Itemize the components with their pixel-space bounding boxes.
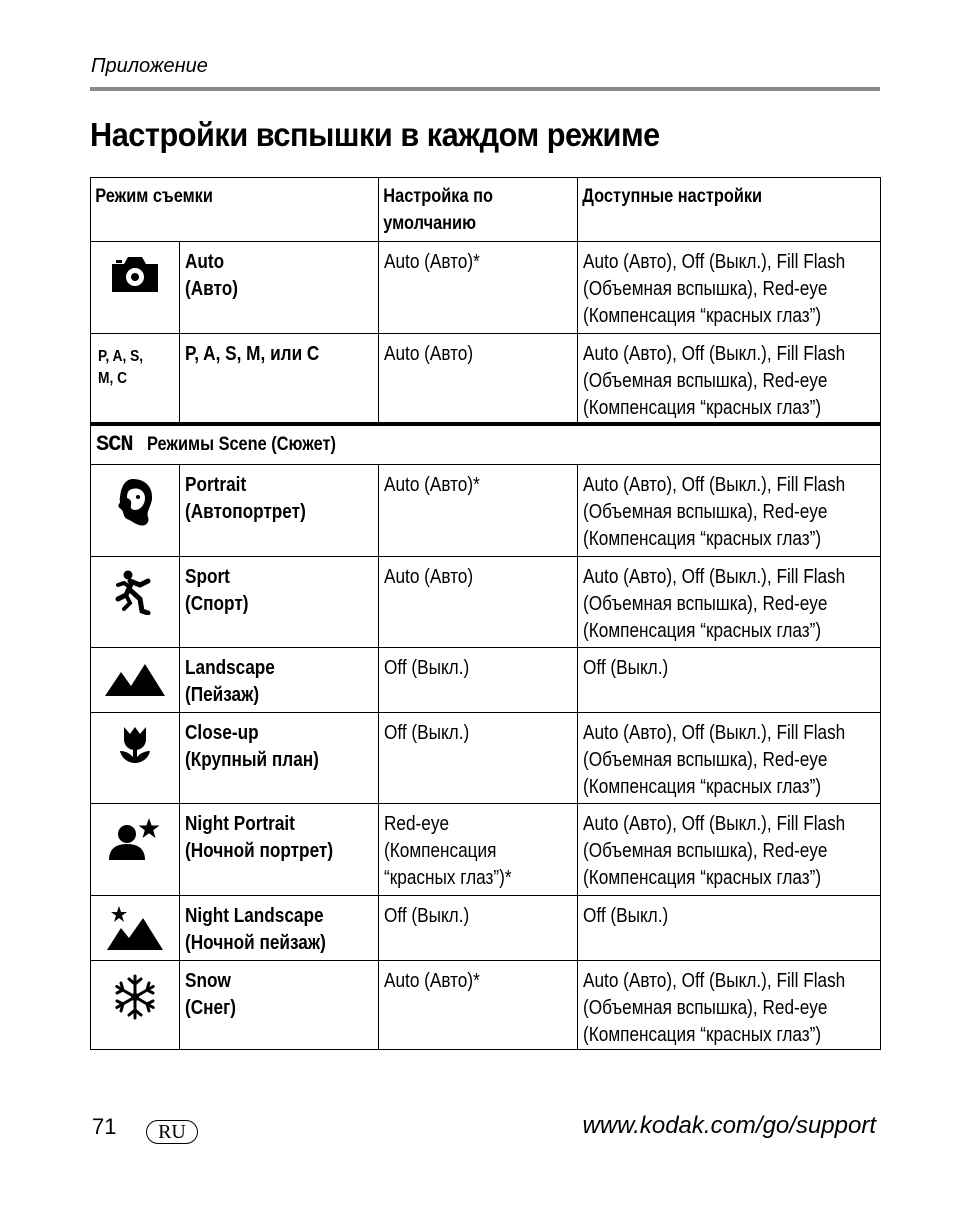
scn-icon: SCN [96, 432, 133, 457]
snow-icon [111, 973, 159, 1021]
page-title: Настройки вспышки в каждом режиме [90, 116, 660, 153]
table-row: Sport (Спорт) Auto (Авто) Auto (Авто), Off (Выкл.), Fill Flash (Объемная вспышка), Red-eye (Компенсация “красных глаз”) [91, 557, 881, 648]
support-url[interactable]: www.kodak.com/go/support [582, 1112, 876, 1139]
table-row: Portrait (Автопортрет) Auto (Авто)* Auto (Авто), Off (Выкл.), Fill Flash (Объемная вспышка), Red-eye (Компенсация “красных глаз”) [91, 465, 881, 557]
section-label: Приложение [91, 55, 208, 77]
portrait-icon [115, 477, 155, 529]
column-header-default: Настройка по умолчанию [379, 178, 578, 242]
night-portrait-icon [107, 816, 163, 862]
table-row: Auto (Авто) Auto (Авто)* Auto (Авто), Off (Выкл.), Fill Flash (Объемная вспышка), Red-eye (Компенсация “красных глаз”) [91, 242, 881, 334]
camera-icon [108, 254, 162, 294]
scene-group-row [91, 424, 881, 465]
column-header-mode: Режим съемки [91, 178, 379, 242]
page-number: 71 [92, 1114, 117, 1139]
table-row: P, A, S, M, C P, A, S, M, или C Auto (Авто) Auto (Авто), Off (Выкл.), Fill Flash (Объемная вспышка), Red-eye (Компенсация “красных глаз”) [91, 334, 881, 425]
table-row: Snow (Снег) Auto (Авто)* Auto (Авто), Off (Выкл.), Fill Flash (Объемная вспышка), Red-eye (Компенсация “красных глаз”) [91, 961, 881, 1050]
sport-icon [114, 569, 156, 615]
landscape-icon [105, 660, 165, 700]
close-up-icon [117, 725, 153, 771]
table-row: Landscape (Пейзаж) Off (Выкл.) Off (Выкл.) [91, 648, 881, 713]
table-row: Close-up (Крупный план) Off (Выкл.) Auto (Авто), Off (Выкл.), Fill Flash (Объемная вспышка), Red-eye (Компенсация “красных глаз”) [91, 713, 881, 804]
header-rule [90, 87, 880, 91]
language-badge: RU [146, 1120, 198, 1144]
table-row: Night Landscape (Ночной пейзаж) Off (Выкл.) Off (Выкл.) [91, 896, 881, 961]
pasm-icon: P, A, S, M, C [98, 348, 144, 387]
table-row: Night Portrait (Ночной портрет) Red-eye (Компенсация “красных глаз”)* Auto (Авто), Off (Выкл.), Fill Flash (Объемная вспышка), Red-eye (Компенсация “красных глаз”) [91, 804, 881, 896]
column-header-available: Доступные настройки [578, 178, 881, 242]
night-landscape-icon [107, 904, 163, 952]
scene-group-label: Режимы Scene (Сюжет) [146, 433, 336, 455]
table-header-row [91, 178, 881, 242]
flash-settings-table [90, 177, 881, 1050]
